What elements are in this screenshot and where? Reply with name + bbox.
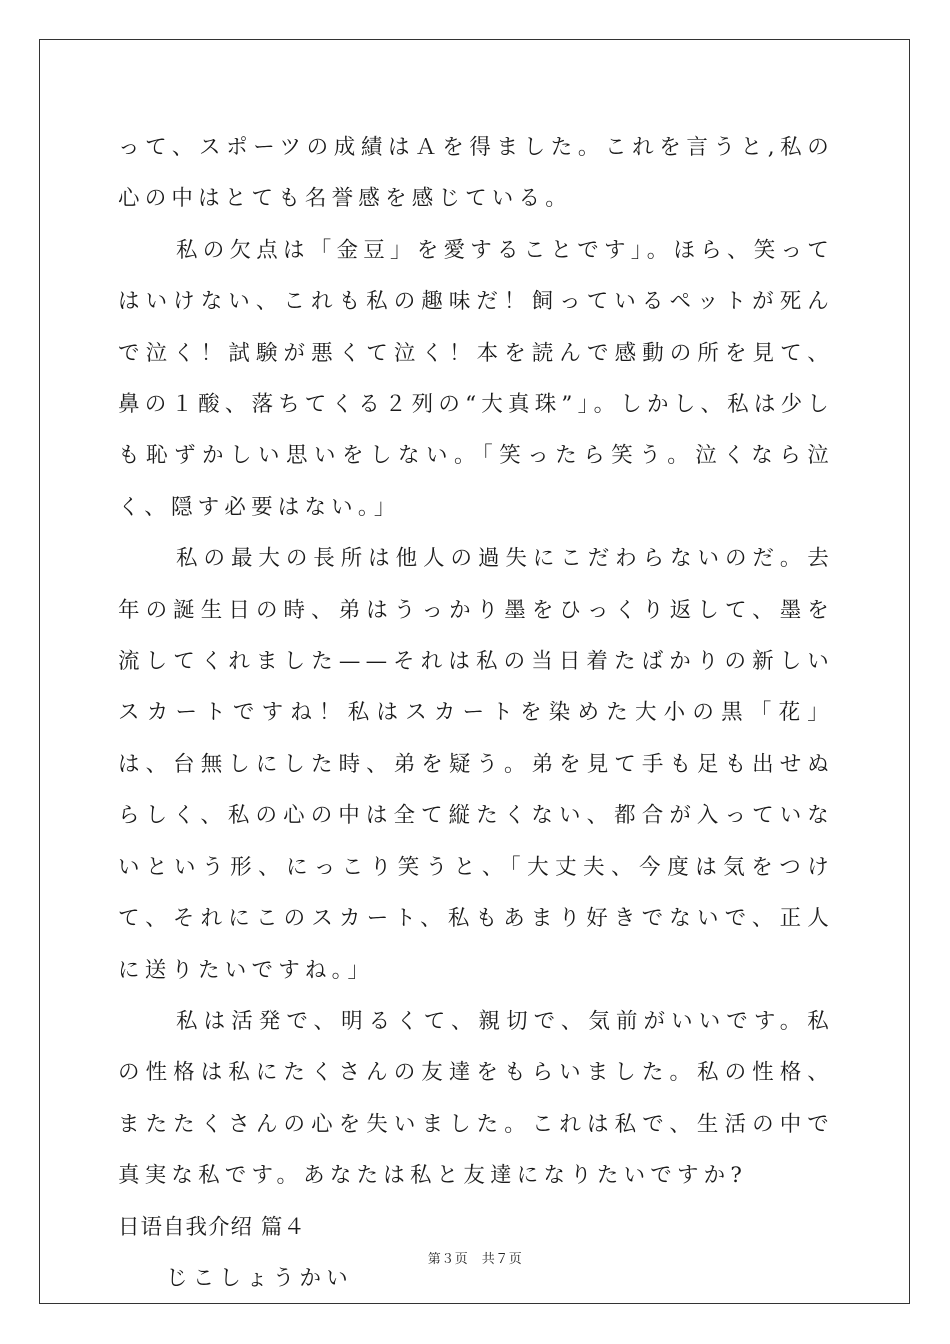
section-heading: 日语自我介绍 篇４ [118,1214,306,1240]
paragraph-3: 私の最大の長所は他人の過失にこだわらないのだ。去年の誕生日の時、弟はうっかり墨をひっくり返して、墨を流してくれました——それは私の当日着たばかりの新しいスカートですね！私はスカートを染めた大小の黒「花」は、台無しにした時、弟を疑う。弟を見て手も足も出せぬらしく、私の心の中は全て縦たくない、都合が入っていないという形、にっこり笑うと、「大丈夫、今度は気をつけて、それにこのスカート、私もあまり好きでないで、正人に送りたいですね。」 [118,546,834,983]
paragraph-4: 私は活発で、明るくて、親切で、気前がいいです。私の性格は私にたくさんの友達をもらいました。私の性格、またたくさんの心を失いました。これは私で、生活の中で真実な私です。あなたは私と友達になりたいですか? [118,1008,834,1189]
page-number: 第３页 共７页 [427,1252,523,1267]
section-subline: じこしょうかい [166,1265,353,1291]
paragraph-1: って、スポーツの成績はＡを得ました。これを言うと,私の心の中はとても名誉感を感じている。 [118,135,834,212]
document-body [118,122,834,1304]
paragraph-2: 私の欠点は「金豆」を愛することです」。ほら、笑ってはいけない、これも私の趣味だ！飼っているペットが死んで泣く！試験が悪くて泣く！本を読んで感動の所を見て、鼻の１酸、落ちてくる２列の“大真珠”」。しかし、私は少しも恥ずかしい思いをしない。「笑ったら笑う。泣くなら泣く、隠す必要はない。」 [118,237,834,520]
